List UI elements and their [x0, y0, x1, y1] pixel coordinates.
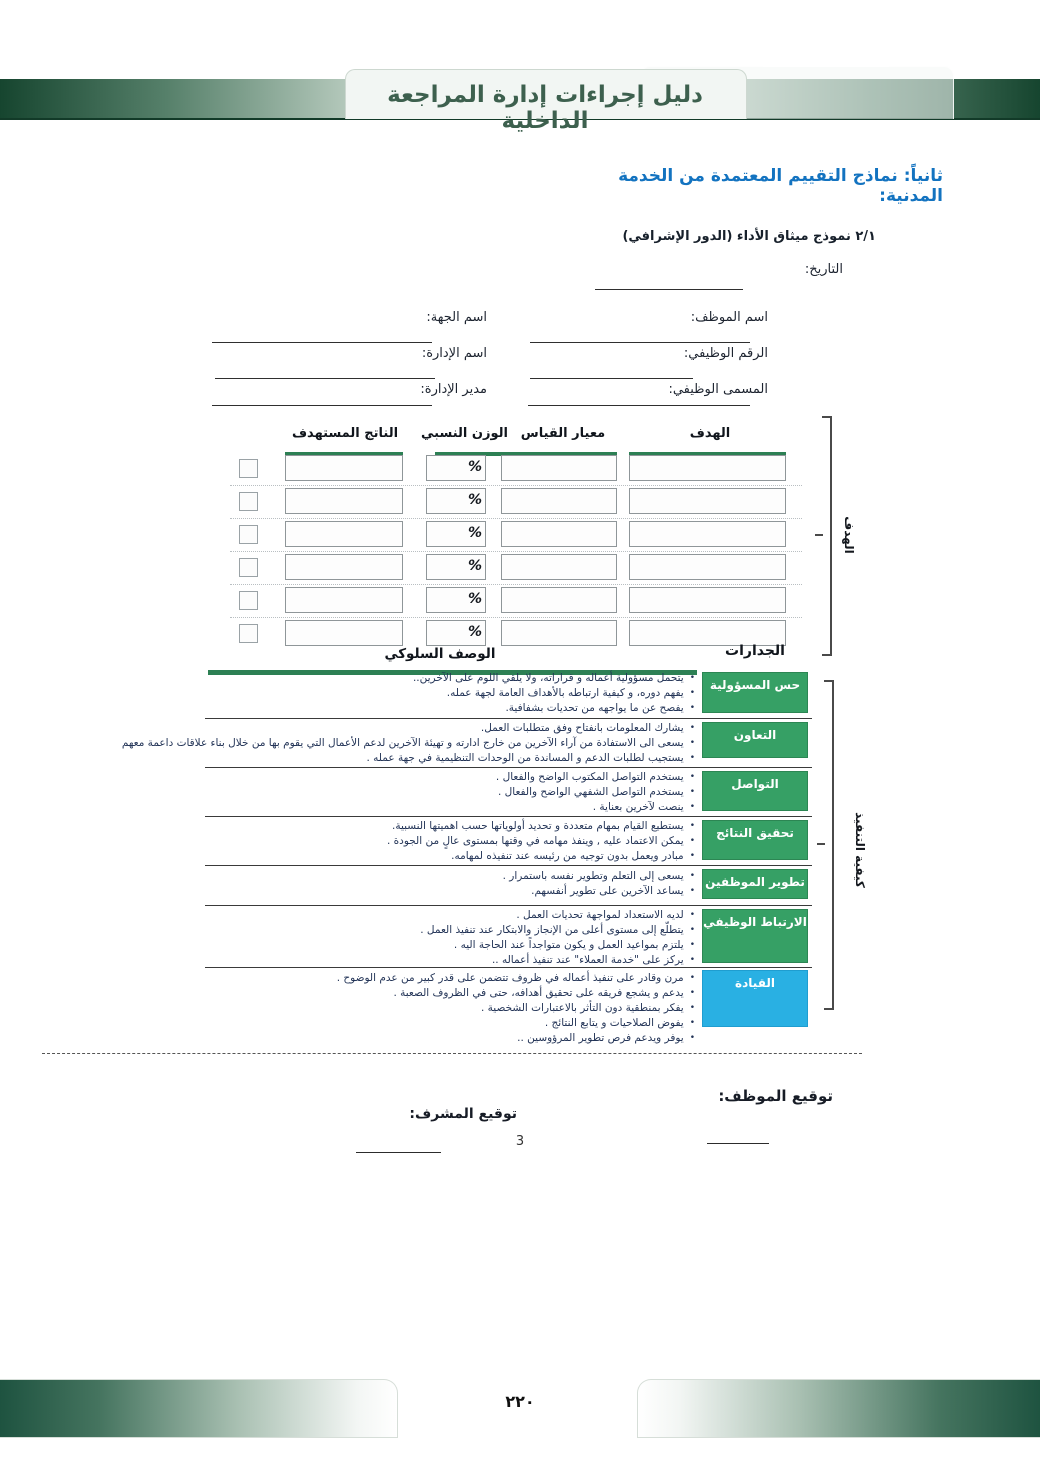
competency-bullets	[213, 971, 695, 1046]
bullet-line: •ينصت لآخرين بعناية .	[592, 801, 695, 813]
competency-label-responsibility: حس المسؤولية	[702, 672, 808, 713]
behavior-description-column-header: الوصف السلوكي	[384, 646, 496, 662]
bullet-icon: •	[689, 772, 695, 782]
competency-separator	[205, 767, 812, 768]
bullet-line: •يستخدم التواصل المكتوب الواضح والفعال .	[495, 771, 695, 783]
date-field[interactable]	[595, 288, 743, 290]
goal-field[interactable]	[629, 587, 786, 613]
measurement-criteria-field[interactable]	[501, 554, 617, 580]
entity-name-field[interactable]	[212, 341, 432, 343]
target-output-field[interactable]	[285, 521, 403, 547]
measurement-criteria-field[interactable]	[501, 488, 617, 514]
bullet-icon: •	[689, 973, 695, 983]
footer-bar-right	[637, 1379, 1040, 1438]
row-separator	[230, 551, 802, 552]
row-checkbox[interactable]	[239, 558, 258, 577]
target-output-field[interactable]	[285, 587, 403, 613]
competency-label-cooperation: التعاون	[702, 722, 808, 758]
competency-label-job-commitment: الارتباط الوظيفي	[702, 909, 808, 963]
employee-name-label: اسم الموظف:	[690, 310, 768, 325]
bullet-line: •يتطلّع إلى مستوى أعلى من الإنجاز والابتكار عند تنفيذ العمل .	[420, 924, 695, 936]
job-title-field[interactable]	[528, 404, 750, 406]
percent-sign: %	[467, 525, 482, 541]
competency-label-communication: التواصل	[702, 771, 808, 811]
competencies-column-header: الجدارات	[725, 643, 785, 659]
row-checkbox[interactable]	[239, 525, 258, 544]
bullet-line: •يوفر ويدعم فرص تطوير المرؤوسين ..	[517, 1032, 695, 1044]
target-output-field[interactable]	[285, 455, 403, 481]
bullet-line: •يسعى الى الاستفادة من آراء الآخرين من خارج ادارته و تهيئة الآخرين لدعم الأعمال التي يقوم بها من خلال بناء علاقات داعمة معهم	[121, 737, 695, 749]
bullet-line: •يفهم دوره، و كيفية ارتباطه بالأهداف العامة لجهة عمله.	[446, 687, 695, 699]
percent-sign: %	[467, 459, 482, 475]
bullet-line: •مبادر ويعمل بدون توجيه من رئيسه عند تنفيذه لمهامه.	[451, 850, 695, 862]
bullet-icon: •	[689, 886, 695, 896]
row-checkbox[interactable]	[239, 624, 258, 643]
bullet-line: •يستطيع القيام بمهام متعددة و تحديد أولوياتها حسب اهميتها النسبية.	[392, 820, 695, 832]
relative-weight-field[interactable]	[426, 554, 486, 580]
bullet-icon: •	[689, 836, 695, 846]
competency-bullets	[213, 819, 695, 864]
measurement-criteria-field[interactable]	[501, 521, 617, 547]
bullet-icon: •	[689, 851, 695, 861]
bullet-line: •يلتزم بمواعيد العمل و يكون متواجداً عند الحاجة اليه .	[453, 939, 695, 951]
department-name-label: اسم الإدارة:	[421, 346, 487, 361]
bullet-icon: •	[689, 1018, 695, 1028]
competency-bullets	[213, 908, 695, 968]
goals-bracket	[822, 416, 832, 656]
competency-separator	[205, 865, 812, 866]
competency-bullets	[213, 869, 695, 899]
section-end-dashed-line	[42, 1053, 862, 1054]
bullet-icon: •	[689, 988, 695, 998]
percent-sign: %	[467, 558, 482, 574]
bullet-icon: •	[689, 802, 695, 812]
goal-field[interactable]	[629, 488, 786, 514]
percent-sign: %	[467, 624, 482, 640]
goal-field[interactable]	[629, 455, 786, 481]
target-output-field[interactable]	[285, 488, 403, 514]
execution-side-label: كيفية التنفيذ	[853, 812, 867, 888]
employee-name-field[interactable]	[530, 341, 750, 343]
bullet-line: •يفكر بمنطقية دون التأثر بالاعتبارات الشخصية .	[481, 1002, 695, 1014]
goal-field[interactable]	[629, 554, 786, 580]
page-number: ٢٢٠	[505, 1392, 535, 1411]
relative-weight-field[interactable]	[426, 587, 486, 613]
department-name-field[interactable]	[215, 377, 435, 379]
measurement-criteria-field[interactable]	[501, 455, 617, 481]
bullet-line: •يشارك المعلومات بانفتاح وفق متطلبات العمل.	[480, 722, 695, 734]
competency-separator	[205, 718, 812, 719]
goal-field[interactable]	[629, 521, 786, 547]
employee-signature-label: توقيع الموظف:	[718, 1087, 833, 1105]
competency-separator	[205, 967, 812, 968]
competency-bullets	[213, 770, 695, 815]
bullet-line: •يركز على "خدمة العملاء" عند تنفيذ أعماله ..	[491, 954, 695, 966]
execution-bracket-nub	[817, 843, 825, 845]
bullet-icon: •	[689, 723, 695, 733]
bullet-line: •يسعى إلى التعلم وتطوير نفسه باستمرار .	[502, 870, 695, 882]
bullet-icon: •	[689, 910, 695, 920]
bullet-line: •يتحمل مسؤولية أعماله و قراراته، ولا يلقي اللوم على الآخرين..	[412, 672, 695, 684]
bullet-line: •يستخدم التواصل الشفهي الواضح والفعال .	[497, 786, 695, 798]
supervisor-signature-label: توقيع المشرف:	[409, 1106, 517, 1122]
bullet-icon: •	[689, 673, 695, 683]
target-output-field[interactable]	[285, 554, 403, 580]
row-separator	[230, 584, 802, 585]
target-output-field[interactable]	[285, 620, 403, 646]
bullet-line: •لديه الاستعداد لمواجهة تحديات العمل .	[516, 909, 695, 921]
competency-bullets	[121, 721, 695, 766]
footer-bar-left	[0, 1379, 398, 1438]
measure-column-header: معيار القياس	[520, 426, 606, 441]
job-title-label: المسمى الوظيفي:	[668, 382, 768, 397]
bullet-line: •يفصح عن ما يواجهه من تحديات بشفافية.	[505, 702, 695, 714]
bullet-icon: •	[689, 1003, 695, 1013]
row-separator	[230, 485, 802, 486]
bullet-icon: •	[689, 688, 695, 698]
relative-weight-field[interactable]	[426, 620, 486, 646]
bullet-icon: •	[689, 1033, 695, 1043]
competency-separator	[205, 905, 812, 906]
date-label: التاريخ:	[804, 262, 843, 277]
bullet-line: •يساعد الآخرين على تطوير أنفسهم.	[531, 885, 695, 897]
competency-bullets	[213, 671, 695, 716]
goals-bracket-nub	[815, 534, 823, 536]
competency-separator	[205, 816, 812, 817]
bullet-icon: •	[689, 940, 695, 950]
relative-weight-field[interactable]	[426, 488, 486, 514]
row-checkbox[interactable]	[239, 591, 258, 610]
bullet-line: •يمكن الاعتماد عليه , وينفذ مهامه في وقتها بمستوى عالٍ من الجودة .	[387, 835, 695, 847]
execution-bracket	[824, 680, 834, 1010]
percent-sign: %	[467, 492, 482, 508]
bullet-icon: •	[689, 821, 695, 831]
goals-side-label: الهدف	[842, 516, 856, 554]
bullet-icon: •	[689, 955, 695, 965]
measurement-criteria-field[interactable]	[501, 587, 617, 613]
bullet-line: •يفوض الصلاحيات و يتابع النتائج .	[544, 1017, 695, 1029]
row-separator	[230, 617, 802, 618]
manual-title: دليل إجراءات إدارة المراجعة الداخلية	[387, 82, 703, 134]
target-column-header: الناتج المستهدف	[291, 426, 399, 441]
competency-label-leadership: القيادة	[702, 970, 808, 1027]
form-page-number: 3	[515, 1134, 525, 1149]
bullet-line: •يستجيب لطلبات الدعم و المساندة من الوحدات التنظيمية في جهة عمله .	[366, 752, 695, 764]
section-heading: ثانياً: نماذج التقييم المعتمدة من الخدمة المدنية:	[618, 166, 943, 206]
goal-column-header: الهدف	[689, 426, 731, 441]
percent-sign: %	[467, 591, 482, 607]
bullet-line: •يدعم و يشجع فريقه على تحقيق أهدافه، حتى في الظروف الصعبة .	[393, 987, 695, 999]
department-manager-label: مدير الإدارة:	[420, 382, 487, 397]
relative-weight-field[interactable]	[426, 455, 486, 481]
row-checkbox[interactable]	[239, 459, 258, 478]
bullet-icon: •	[689, 787, 695, 797]
row-checkbox[interactable]	[239, 492, 258, 511]
weight-column-header: الوزن النسبي	[421, 426, 508, 441]
job-number-label: الرقم الوظيفي:	[683, 346, 768, 361]
entity-name-label: اسم الجهة:	[426, 310, 487, 325]
bullet-icon: •	[689, 753, 695, 763]
bullet-icon: •	[689, 925, 695, 935]
measurement-criteria-field[interactable]	[501, 620, 617, 646]
competency-label-results: تحقيق النتائج	[702, 820, 808, 860]
supervisor-signature-field[interactable]	[356, 1151, 441, 1153]
bullet-icon: •	[689, 871, 695, 881]
employee-signature-field[interactable]	[707, 1142, 769, 1144]
bullet-line: •مرن وقادر على تنفيذ أعماله في ظروف تتضمن على قدر كبير من عدم الوضوح .	[336, 972, 695, 984]
row-separator	[230, 518, 802, 519]
competency-label-staff-development: تطوير الموظفين	[702, 869, 808, 899]
relative-weight-field[interactable]	[426, 521, 486, 547]
form-title: ٢/١ نموذج ميثاق الأداء (الدور الإشرافي)	[622, 229, 876, 244]
job-number-field[interactable]	[530, 377, 693, 379]
bullet-icon: •	[689, 738, 695, 748]
bullet-icon: •	[689, 703, 695, 713]
department-manager-field[interactable]	[212, 404, 432, 406]
